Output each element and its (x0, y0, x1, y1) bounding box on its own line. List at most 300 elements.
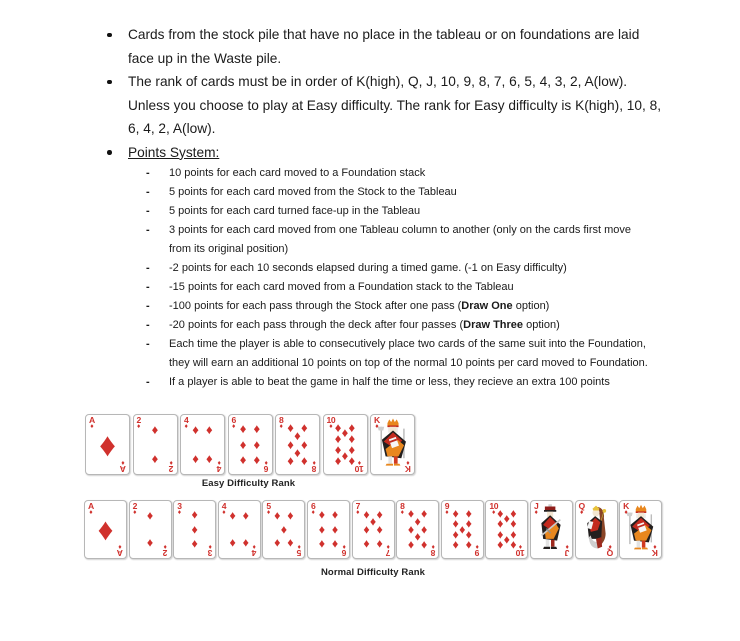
points-item-line (169, 354, 648, 373)
corner-rank-label: 8 (279, 415, 284, 425)
card-corner-index (312, 459, 316, 473)
card-corner-index (217, 459, 221, 473)
points-item-line (169, 183, 457, 202)
corner-rank-label: K (623, 501, 629, 511)
diamond-pip-icon: ♦ (294, 444, 301, 460)
points-segment: 10 points for each card moved to a Foundation stack (169, 167, 426, 179)
card-8-diamonds (396, 500, 439, 559)
points-item-text (169, 297, 549, 316)
corner-rank-label: 10 (354, 464, 364, 474)
diamond-pip-icon: ♦ (279, 423, 283, 430)
diamond-pip-icon: ♦ (192, 450, 199, 466)
points-item (146, 297, 648, 316)
dash-bullet-icon: - (146, 338, 150, 350)
diamond-pip-icon: ♦ (497, 527, 504, 542)
rules-bullet-text (128, 23, 639, 70)
diamond-pip-icon: ♦ (222, 509, 226, 516)
diamond-pip-icon: ♦ (452, 538, 459, 553)
diamond-pip-icon: ♦ (348, 420, 356, 436)
corner-rank-label: 8 (400, 501, 405, 511)
card-K-diamonds (619, 500, 662, 559)
points-segment: they will earn an additional 10 points on top of the normal 10 points per card moved to Foundation. (169, 357, 648, 369)
card-corner-index (264, 459, 268, 473)
diamond-pip-icon: ♦ (191, 522, 198, 537)
points-segment: -100 points for each pass through the Stock after one pass ( (169, 300, 462, 312)
diamond-pip-icon: ♦ (242, 508, 249, 523)
points-item-line (169, 221, 631, 240)
corner-rank-label: 2 (136, 415, 141, 425)
rules-bullet (104, 23, 661, 70)
card-corner-index (565, 543, 569, 557)
corner-rank-label: J (564, 548, 569, 558)
rules-bullet-line: Points System: (128, 144, 220, 160)
diamond-pip-icon: ♦ (294, 428, 301, 444)
corner-rank-label: 6 (310, 501, 316, 511)
points-item-text (169, 183, 457, 202)
diamond-pip-icon: ♦ (421, 538, 428, 553)
diamond-pip-icon: ♦ (421, 506, 428, 521)
bold-option-name: Draw Three (463, 319, 524, 331)
diamond-pip-icon: ♦ (465, 516, 472, 531)
card-corner-index (89, 416, 95, 430)
diamond-pip-icon: ♦ (452, 506, 459, 521)
diamond-pip-icon: ♦ (342, 543, 346, 550)
easy-rank-card-row (85, 414, 415, 475)
corner-rank-label: 2 (132, 501, 137, 511)
diamond-pip-icon: ♦ (407, 506, 415, 521)
points-item (146, 164, 648, 183)
dash-bullet-icon: - (146, 281, 150, 293)
corner-rank-label: 8 (311, 464, 316, 474)
card-corner-index (342, 543, 346, 557)
diamond-pip-icon: ♦ (280, 522, 288, 537)
card-8-diamonds (275, 414, 320, 475)
corner-rank-label: A (89, 415, 95, 425)
corner-rank-label: 4 (252, 548, 257, 558)
points-segment: -2 points for each 10 seconds elapsed during a timed game. (-1 on Easy difficulty) (169, 262, 567, 274)
card-9-diamonds (441, 500, 484, 559)
points-item (146, 259, 648, 278)
corner-rank-label: 2 (169, 464, 174, 474)
diamond-pip-icon: ♦ (465, 527, 472, 542)
diamond-pip-icon: ♦ (318, 522, 326, 537)
diamond-pip-icon: ♦ (348, 453, 356, 469)
card-corner-index (169, 459, 173, 473)
diamond-pip-icon: ♦ (287, 453, 294, 469)
diamond-pip-icon: ♦ (357, 459, 361, 466)
diamond-pip-icon: ♦ (406, 459, 410, 466)
points-item-line (169, 297, 549, 316)
diamond-pip-icon: ♦ (192, 422, 199, 438)
diamond-pip-icon: ♦ (146, 535, 154, 550)
diamond-pip-icon: ♦ (492, 509, 496, 516)
points-item-line (169, 259, 567, 278)
card-corner-index (374, 416, 380, 430)
corner-rank-label: K (374, 415, 380, 425)
points-segment: option) (523, 319, 560, 331)
diamond-pip-icon: ♦ (497, 538, 504, 553)
card-A-diamonds (84, 500, 127, 559)
card-10-diamonds (323, 414, 368, 475)
card-K-diamonds (370, 414, 415, 475)
diamond-pip-icon: ♦ (229, 535, 236, 550)
diamond-pip-icon: ♦ (452, 527, 459, 542)
points-item-text (169, 316, 560, 335)
corner-rank-label: 2 (163, 548, 168, 558)
diamond-pip-icon: ♦ (579, 509, 584, 516)
diamond-pip-icon: ♦ (421, 522, 428, 537)
diamond-pip-icon: ♦ (334, 420, 342, 436)
corner-rank-label: Q (607, 548, 614, 558)
corner-rank-label: 4 (221, 501, 227, 511)
points-item-line (169, 316, 560, 335)
card-corner-index (222, 502, 226, 516)
card-corner-index (133, 502, 137, 516)
card-2-diamonds (129, 500, 172, 559)
diamond-pip-icon: ♦ (206, 450, 213, 466)
diamond-pip-icon: ♦ (414, 530, 421, 545)
diamond-pip-icon: ♦ (97, 511, 114, 547)
diamond-pip-icon: ♦ (503, 511, 511, 526)
diamond-pip-icon: ♦ (334, 442, 342, 458)
diamond-pip-icon: ♦ (363, 507, 370, 522)
diamond-pip-icon: ♦ (253, 452, 261, 468)
points-segment: 3 points for each card moved from one Tableau column to another (only on the cards first move (169, 224, 632, 236)
card-corner-index (266, 502, 270, 516)
diamond-pip-icon: ♦ (287, 436, 294, 452)
diamond-pip-icon: ♦ (534, 509, 538, 516)
corner-rank-label: 5 (266, 501, 271, 511)
diamond-pip-icon: ♦ (90, 423, 94, 430)
jack-figure-icon (534, 503, 569, 556)
diamond-pip-icon: ♦ (356, 509, 360, 516)
diamond-pip-icon: ♦ (191, 536, 198, 551)
diamond-pip-icon: ♦ (407, 538, 415, 553)
card-corner-index (623, 502, 629, 516)
rules-bullet-line: face up in the Waste pile. (128, 50, 282, 66)
points-segment: -20 points for each pass through the deck after four passes ( (169, 319, 464, 331)
diamond-pip-icon: ♦ (301, 453, 308, 469)
points-segment: 5 points for each card moved from the Stock to the Tableau (169, 186, 457, 198)
card-corner-index (184, 416, 188, 430)
diamond-pip-icon: ♦ (301, 420, 308, 436)
diamond-pip-icon: ♦ (312, 459, 316, 466)
card-corner-index (311, 502, 315, 516)
card-corner-index (297, 543, 301, 557)
points-segment: -15 points for each card moved from a Foundation stack to the Tableau (169, 281, 514, 293)
normal-rank-card-row (84, 500, 662, 559)
diamond-pip-icon: ♦ (341, 425, 349, 441)
diamond-pip-icon: ♦ (375, 423, 379, 430)
diamond-pip-icon: ♦ (386, 543, 391, 550)
points-item (146, 335, 648, 373)
diamond-pip-icon: ♦ (133, 509, 137, 516)
diamond-pip-icon: ♦ (318, 536, 326, 551)
card-corner-index (208, 543, 212, 557)
points-item (146, 202, 648, 221)
card-corner-index (516, 543, 525, 557)
diamond-pip-icon: ♦ (334, 431, 342, 447)
diamond-pip-icon: ♦ (608, 543, 613, 550)
points-system-list (146, 164, 648, 392)
corner-rank-label: J (533, 501, 539, 511)
diamond-pip-icon: ♦ (239, 452, 247, 468)
points-item-text (169, 164, 425, 183)
card-corner-index (177, 502, 181, 516)
dash-bullet-icon: - (146, 262, 150, 274)
diamond-pip-icon: ♦ (653, 543, 657, 550)
dash-bullet-icon: - (146, 319, 150, 331)
diamond-pip-icon: ♦ (503, 532, 511, 547)
diamond-pip-icon: ♦ (239, 421, 247, 437)
card-corner-index (579, 502, 585, 516)
diamond-pip-icon: ♦ (264, 459, 268, 466)
card-J-diamonds (530, 500, 573, 559)
points-item-text (169, 202, 420, 221)
diamond-pip-icon: ♦ (99, 425, 116, 463)
points-item-text (169, 335, 648, 373)
diamond-pip-icon: ♦ (363, 536, 370, 551)
card-corner-index (534, 502, 538, 516)
card-4-diamonds (218, 500, 261, 559)
corner-rank-label: 10 (515, 548, 525, 558)
points-segment: 5 points for each card turned face-up in the Tableau (169, 205, 421, 217)
card-corner-index (607, 543, 613, 557)
diamond-pip-icon: ♦ (624, 509, 628, 516)
card-A-diamonds (85, 414, 130, 475)
diamond-pip-icon: ♦ (184, 423, 188, 430)
card-corner-index (163, 543, 167, 557)
rules-bullet-text (128, 141, 219, 165)
diamond-pip-icon: ♦ (232, 423, 236, 430)
corner-rank-label: Q (578, 501, 585, 511)
diamond-pip-icon: ♦ (287, 508, 294, 523)
corner-rank-label: 9 (444, 501, 450, 511)
card-corner-index (88, 502, 94, 516)
diamond-pip-icon: ♦ (376, 522, 383, 537)
corner-rank-label: 6 (264, 464, 269, 474)
card-corner-index (252, 543, 256, 557)
diamond-pip-icon: ♦ (341, 447, 349, 463)
card-2-diamonds (133, 414, 178, 475)
diamond-pip-icon: ♦ (242, 535, 249, 550)
diamond-pip-icon: ♦ (217, 459, 221, 466)
rules-bullet-list (104, 23, 661, 164)
diamond-pip-icon: ♦ (239, 436, 247, 452)
diamond-pip-icon: ♦ (331, 536, 339, 551)
diamond-pip-icon: ♦ (301, 436, 308, 452)
card-corner-index (137, 416, 141, 430)
card-corner-index (120, 459, 126, 473)
diamond-pip-icon: ♦ (253, 421, 261, 437)
corner-rank-label: 5 (296, 548, 302, 558)
diamond-pip-icon: ♦ (146, 508, 154, 523)
card-corner-index (327, 416, 336, 430)
diamond-pip-icon: ♦ (348, 442, 356, 458)
diamond-pip-icon: ♦ (137, 423, 141, 430)
diamond-pip-icon: ♦ (510, 506, 517, 521)
corner-rank-label: 7 (355, 501, 360, 511)
corner-rank-label: 3 (207, 548, 213, 558)
diamond-pip-icon: ♦ (334, 453, 342, 469)
card-corner-index (355, 459, 364, 473)
corner-rank-label: 9 (475, 548, 480, 558)
diamond-pip-icon: ♦ (465, 538, 472, 553)
diamond-pip-icon: ♦ (274, 535, 281, 550)
corner-rank-label: 3 (177, 501, 182, 511)
diamond-pip-icon: ♦ (169, 459, 173, 466)
dash-bullet-icon: - (146, 186, 150, 198)
points-item-line (169, 202, 420, 221)
diamond-pip-icon: ♦ (311, 509, 315, 516)
diamond-pip-icon: ♦ (191, 507, 198, 522)
diamond-pip-icon: ♦ (252, 543, 257, 550)
points-item-line (169, 164, 425, 183)
diamond-pip-icon: ♦ (177, 509, 182, 516)
diamond-pip-icon: ♦ (376, 536, 383, 551)
rules-bullet-text (128, 70, 661, 141)
dash-bullet-icon: - (146, 376, 150, 388)
dash-bullet-icon: - (146, 224, 150, 236)
card-4-diamonds (180, 414, 225, 475)
diamond-pip-icon: ♦ (475, 543, 480, 550)
card-corner-index (652, 543, 658, 557)
diamond-pip-icon: ♦ (497, 516, 504, 531)
dash-bullet-icon: - (146, 300, 150, 312)
diamond-pip-icon: ♦ (465, 506, 472, 521)
diamond-pip-icon: ♦ (151, 450, 159, 466)
diamond-pip-icon: ♦ (452, 516, 459, 531)
corner-rank-label: 6 (231, 415, 236, 425)
corner-rank-label: A (88, 501, 94, 511)
diamond-pip-icon: ♦ (510, 527, 517, 542)
corner-rank-label: 7 (386, 548, 391, 558)
diamond-pip-icon: ♦ (331, 507, 339, 522)
points-item (146, 278, 648, 297)
diamond-pip-icon: ♦ (253, 436, 261, 452)
easy-rank-caption: Easy Difficulty Rank (201, 478, 296, 489)
diamond-pip-icon: ♦ (445, 509, 449, 516)
card-corner-index (232, 416, 236, 430)
diamond-pip-icon: ♦ (151, 422, 159, 438)
corner-rank-label: 8 (430, 548, 436, 558)
points-item (146, 373, 648, 392)
card-corner-index (356, 502, 360, 516)
diamond-pip-icon: ♦ (363, 522, 370, 537)
bold-option-name: Draw One (461, 300, 513, 312)
diamond-pip-icon: ♦ (518, 543, 522, 550)
card-corner-index (405, 459, 411, 473)
points-segment: Each time the player is able to consecutively place two cards of the same suit into the Foundation, (169, 338, 646, 350)
corner-rank-label: A (117, 548, 123, 558)
card-corner-index (400, 502, 404, 516)
diamond-pip-icon: ♦ (400, 509, 405, 516)
diamond-pip-icon: ♦ (118, 543, 122, 550)
points-item (146, 316, 648, 335)
diamond-pip-icon: ♦ (329, 423, 333, 430)
points-item-text (169, 259, 567, 278)
points-item-text (169, 278, 514, 297)
diamond-pip-icon: ♦ (331, 522, 339, 537)
diamond-pip-icon: ♦ (497, 506, 504, 521)
diamond-pip-icon: ♦ (407, 522, 415, 537)
diamond-pip-icon: ♦ (206, 422, 213, 438)
points-segment: from its original position) (169, 243, 289, 255)
corner-rank-label: 10 (489, 501, 499, 511)
corner-rank-label: K (652, 548, 659, 558)
rules-bullet (104, 141, 661, 165)
corner-rank-label: A (120, 464, 126, 474)
card-corner-index (445, 502, 449, 516)
card-5-diamonds (262, 500, 305, 559)
diamond-pip-icon: ♦ (565, 543, 569, 550)
points-item-line (169, 240, 631, 259)
normal-rank-caption: Normal Difficulty Rank (320, 567, 426, 578)
diamond-pip-icon: ♦ (208, 543, 212, 550)
card-7-diamonds (352, 500, 395, 559)
points-item-text (169, 373, 610, 392)
card-10-diamonds (485, 500, 528, 559)
card-corner-index (279, 416, 283, 430)
corner-rank-label: 6 (341, 548, 346, 558)
diamond-pip-icon: ♦ (414, 514, 421, 529)
diamond-pip-icon: ♦ (266, 509, 271, 516)
diamond-pip-icon: ♦ (287, 420, 294, 436)
diamond-pip-icon: ♦ (348, 431, 356, 447)
points-item-text (169, 221, 631, 259)
card-corner-index (431, 543, 435, 557)
corner-rank-label: K (405, 464, 411, 474)
diamond-pip-icon: ♦ (431, 543, 435, 550)
card-Q-diamonds (575, 500, 618, 559)
diamond-pip-icon: ♦ (287, 535, 294, 550)
card-6-diamonds (307, 500, 350, 559)
diamond-pip-icon: ♦ (121, 459, 125, 466)
points-item-line (169, 278, 514, 297)
card-corner-index (489, 502, 498, 516)
diamond-pip-icon: ♦ (163, 543, 168, 550)
diamond-pip-icon: ♦ (510, 538, 517, 553)
rules-bullet-line: 6, 4, 2, A(low). (128, 121, 216, 136)
card-3-diamonds (173, 500, 216, 559)
dash-bullet-icon: - (146, 205, 150, 217)
diamond-pip-icon: ♦ (510, 516, 517, 531)
points-segment: If a player is able to beat the game in half the time or less, they recieve an extra 100 points (169, 376, 610, 388)
dash-bullet-icon: - (146, 167, 150, 179)
card-6-diamonds (228, 414, 273, 475)
points-item (146, 183, 648, 202)
diamond-pip-icon: ♦ (274, 508, 281, 523)
diamond-pip-icon: ♦ (297, 543, 301, 550)
corner-rank-label: 10 (326, 415, 336, 425)
points-segment: option) (512, 300, 550, 312)
card-corner-index (117, 543, 123, 557)
diamond-pip-icon: ♦ (89, 509, 93, 516)
rules-bullet-line: Cards from the stock pile that have no place in the tableau or on foundations are laid (128, 27, 640, 42)
corner-rank-label: 4 (216, 464, 221, 474)
rules-bullet-line: The rank of cards must be in order of K(high), Q, J, 10, 9, 8, 7, 6, 5, 4, 3, 2, A(low). (128, 74, 628, 89)
points-item-line (169, 335, 648, 354)
points-item (146, 221, 648, 259)
diamond-pip-icon: ♦ (369, 514, 377, 529)
points-item-line (169, 373, 610, 392)
rules-bullet (104, 70, 661, 141)
diamond-pip-icon: ♦ (376, 507, 383, 522)
card-corner-index (475, 543, 479, 557)
corner-rank-label: 4 (184, 415, 189, 425)
diamond-pip-icon: ♦ (459, 522, 466, 537)
diamond-pip-icon: ♦ (318, 507, 326, 522)
